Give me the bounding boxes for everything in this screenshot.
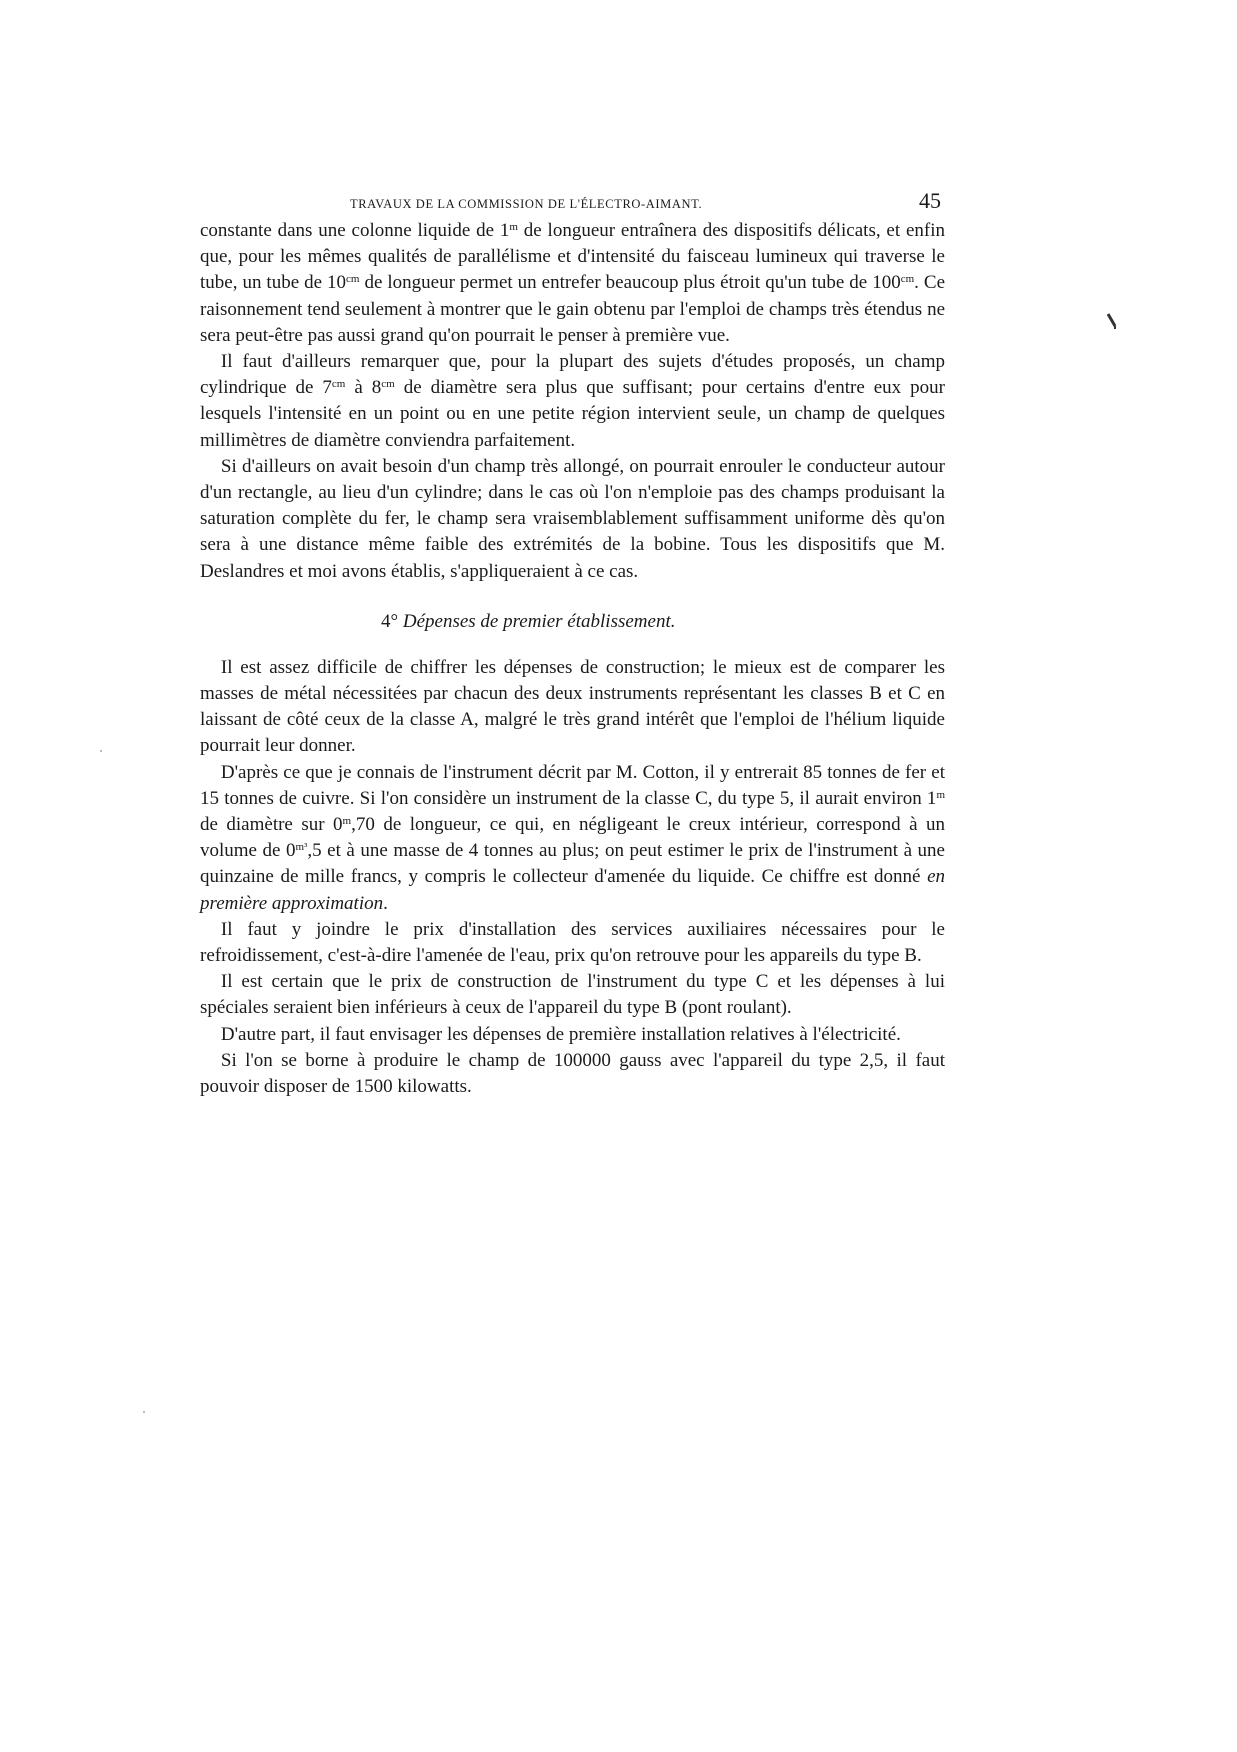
- text-run: de longueur permet un entrefer beaucoup plus étroit qu'un tube de 100: [359, 272, 901, 294]
- running-head: [200, 188, 945, 218]
- text-run: à 8: [345, 377, 382, 399]
- paragraph-6: Il faut y joindre le prix d'installation des services auxiliaires nécessaires pour le refroidissement, c'est-à-dire l'amenée de l'eau, prix qu'on retrouve pour les appareils du type B.: [200, 918, 945, 967]
- text-run: D'après ce que je connais de l'instrument décrit par M. Cotton, il y entrerait 85 tonnes de fer et 15 tonnes de cuivre. Si l'on considère un instrument de la classe C, du type 5, il aurait environ 1: [200, 761, 945, 809]
- scan-speck: [1114, 326, 1116, 329]
- superscript: m³: [295, 841, 308, 854]
- scan-speck: [143, 1411, 145, 1413]
- text-run: constante dans une colonne liquide de 1: [200, 220, 510, 241]
- superscript: cm: [331, 378, 346, 391]
- paragraph-9: Si l'on se borne à produire le champ de 100000 gauss avec l'appareil du type 2,5, il faut pouvoir disposer de 1500 kilowatts.: [200, 1049, 945, 1098]
- running-title: TRAVAUX DE LA COMMISSION DE L'ÉLECTRO-AIMANT.: [350, 197, 703, 211]
- paragraph-4: Il est assez difficile de chiffrer les dépenses de construction; le mieux est de comparer les masses de métal nécessitées par chacun des deux instruments représentant les classes B et C en laissant de côté ceux de la classe A, malgré le très grand intérêt que l'emploi de l'hélium liquide pourrait leur donner.: [200, 656, 945, 757]
- paragraph-8: D'autre part, il faut envisager les dépenses de première installation relatives à l'électricité.: [220, 1023, 901, 1045]
- emphasis: en première approximation: [200, 866, 945, 914]
- text-run: Il faut d'ailleurs remarquer que, pour la plupart des sujets d'études proposés, un champ cylindrique de 7: [200, 351, 945, 399]
- scan-speck: [1107, 313, 1117, 327]
- text-run: ,5 et à une masse de 4 tonnes au plus; on peut estimer le prix de l'instrument à une quinzaine de mille francs, y compris le collecteur d'amenée du liquide. Ce chiffre est donné: [200, 840, 945, 888]
- superscript: cm: [900, 273, 915, 286]
- text-run: ,70 de longueur, ce qui, en négligeant le creux intérieur, correspond à un volume de 0: [200, 814, 945, 862]
- section-heading: [381, 609, 945, 635]
- superscript: m: [342, 815, 352, 828]
- superscript: cm: [346, 273, 360, 286]
- paragraph-1: [200, 218, 945, 349]
- text-run: .: [383, 892, 388, 914]
- text-run: . Ce raisonnement tend seulement à montrer que le gain obtenu par l'emploi de champs très étendus ne sera peut-être pas aussi grand qu'on pourrait le penser à première vue.: [200, 272, 946, 346]
- document-page: [200, 188, 945, 1100]
- section-title: Dépenses de premier établissement.: [402, 610, 676, 632]
- body-text: [200, 218, 945, 1100]
- paragraph-2: [200, 349, 945, 454]
- paragraph-5: [200, 760, 945, 917]
- superscript: m: [936, 788, 945, 801]
- scan-speck: [100, 750, 102, 752]
- superscript: m: [509, 221, 518, 233]
- text-run: de longueur entraînera des dispositifs délicats, et enfin que, pour les mêmes qualités de parallélisme et d'intensité du faisceau lumineux qui traverse le tube, un tube de 10: [200, 220, 946, 294]
- text-run: de diamètre sera plus que suffisant; pour certains d'entre eux pour lesquels l'intensité en un point ou en une petite région intervient seule, un champ de quelques millimètres de diamètre conviendra parfaitement.: [200, 377, 945, 451]
- page-number: 45: [919, 188, 941, 213]
- paragraph-7: Il est certain que le prix de construction de l'instrument du type C et les dépenses à lui spéciales seraient bien inférieurs à ceux de l'appareil du type B (pont roulant).: [200, 971, 945, 1019]
- section-number: 4°: [381, 610, 399, 632]
- paragraph-3: Si d'ailleurs on avait besoin d'un champ très allongé, on pourrait enrouler le conducteur autour d'un rectangle, au lieu d'un cylindre; dans le cas où l'on n'emploie pas des champs produisant la saturation complète du fer, le champ sera vraisemblablement suffisamment uniforme dès qu'on sera à une distance même faible des extrémités de la bobine. Tous les dispositifs que M. Deslandres et moi avons établis, s'appliqueraient à ce cas.: [200, 455, 945, 582]
- superscript: cm: [381, 378, 395, 391]
- text-run: de diamètre sur 0: [200, 814, 343, 836]
